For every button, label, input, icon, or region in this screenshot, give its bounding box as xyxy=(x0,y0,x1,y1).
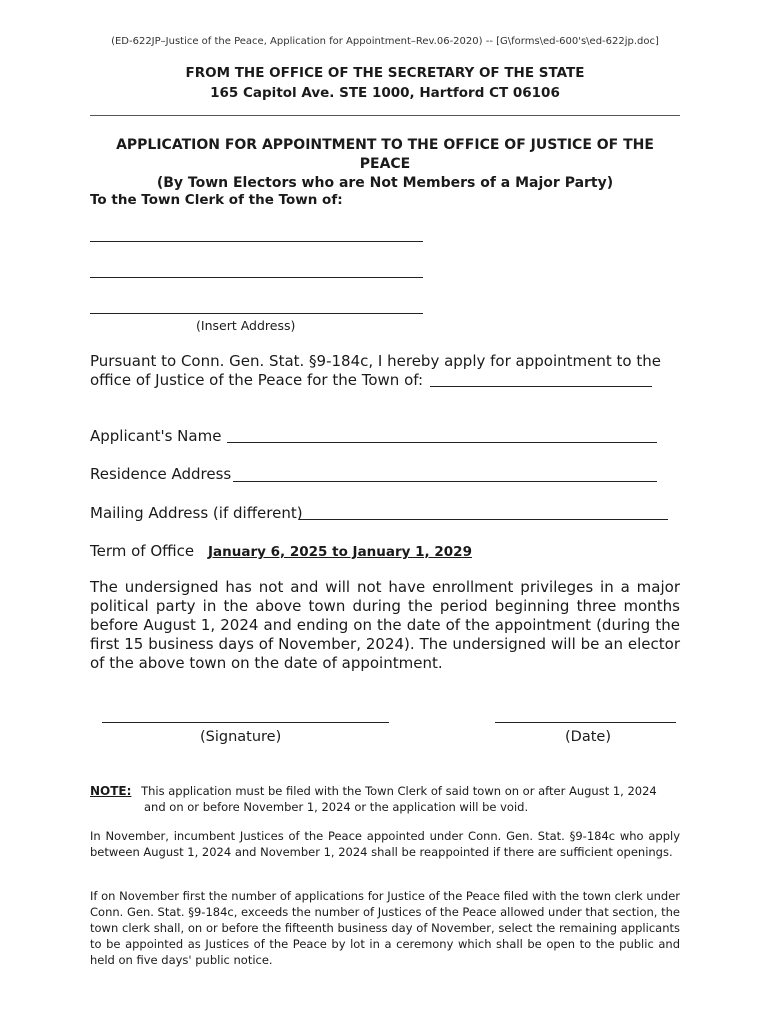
note-block xyxy=(90,783,680,815)
note-label: NOTE: xyxy=(90,784,132,798)
town-address-line-3[interactable] xyxy=(90,313,423,314)
form-title-main: APPLICATION FOR APPOINTMENT TO THE OFFICE OF JUSTICE OF THE PEACE xyxy=(116,137,654,172)
form-title xyxy=(90,136,680,193)
mailing-address-line[interactable] xyxy=(299,519,668,520)
town-name-line[interactable] xyxy=(430,386,652,387)
date-line[interactable] xyxy=(495,722,676,723)
office-name: FROM THE OFFICE OF THE SECRETARY OF THE STATE xyxy=(185,65,585,81)
form-code: (ED-622JP–Justice of the Peace, Application for Appointment–Rev.06-2020) -- [G\forms\ed-600's\ed-622jp.doc] xyxy=(111,36,659,47)
residence-address-label: Residence Address xyxy=(90,465,232,483)
header-divider xyxy=(90,115,680,116)
office-address: 165 Capitol Ave. STE 1000, Hartford CT 06106 xyxy=(210,85,560,101)
applicant-name-line[interactable] xyxy=(227,442,657,443)
note-line-1: This application must be filed with the Town Clerk of said town on or after August 1, 2024 xyxy=(141,784,657,798)
applicant-name-label: Applicant's Name xyxy=(90,427,222,445)
town-address-line-1[interactable] xyxy=(90,241,423,242)
signature-line[interactable] xyxy=(102,722,389,723)
town-address-line-2[interactable] xyxy=(90,277,423,278)
note-line-2: and on or before November 1, 2024 or the application will be void. xyxy=(144,800,529,814)
pursuant-statement xyxy=(90,352,690,390)
pursuant-line-2: office of Justice of the Peace for the Town of: xyxy=(90,371,424,389)
november-reappointment-paragraph: In November, incumbent Justices of the Peace appointed under Conn. Gen. Stat. §9-184c who apply between August 1, 2024 and November 1, 2024 shall be reappointed if there are sufficient openings. xyxy=(90,829,680,859)
undersigned-statement: The undersigned has not and will not have enrollment privileges in a major political party in the above town during the period beginning three months before August 1, 2024 and ending on the date of the appointment (during the first 15 business days of November, 2024). The undersigned will be an elector of the above town on the date of appointment. xyxy=(90,578,680,672)
term-of-office-value: January 6, 2025 to January 1, 2029 xyxy=(208,544,472,560)
residence-address-line[interactable] xyxy=(233,481,657,482)
pursuant-line-1: Pursuant to Conn. Gen. Stat. §9-184c, I hereby apply for appointment to the xyxy=(90,352,661,370)
lot-selection-paragraph: If on November first the number of applications for Justice of the Peace filed with the town clerk under Conn. Gen. Stat. §9-184c, exceeds the number of Justices of the Peace allowed under that section, the town clerk shall, on or before the fifteenth business day of November, select the remaining applicants to be appointed as Justices of the Peace by lot in a ceremony which shall be open to the public and held on five days' public notice. xyxy=(90,889,680,967)
insert-address-caption: (Insert Address) xyxy=(196,318,296,333)
mailing-address-label: Mailing Address (if different) xyxy=(90,504,303,522)
term-of-office-label: Term of Office xyxy=(90,542,195,560)
date-caption: (Date) xyxy=(565,729,611,745)
to-town-clerk-label: To the Town Clerk of the Town of: xyxy=(90,192,343,208)
form-title-sub: (By Town Electors who are Not Members of a Major Party) xyxy=(156,175,614,191)
signature-caption: (Signature) xyxy=(200,729,282,745)
office-header xyxy=(90,63,680,103)
